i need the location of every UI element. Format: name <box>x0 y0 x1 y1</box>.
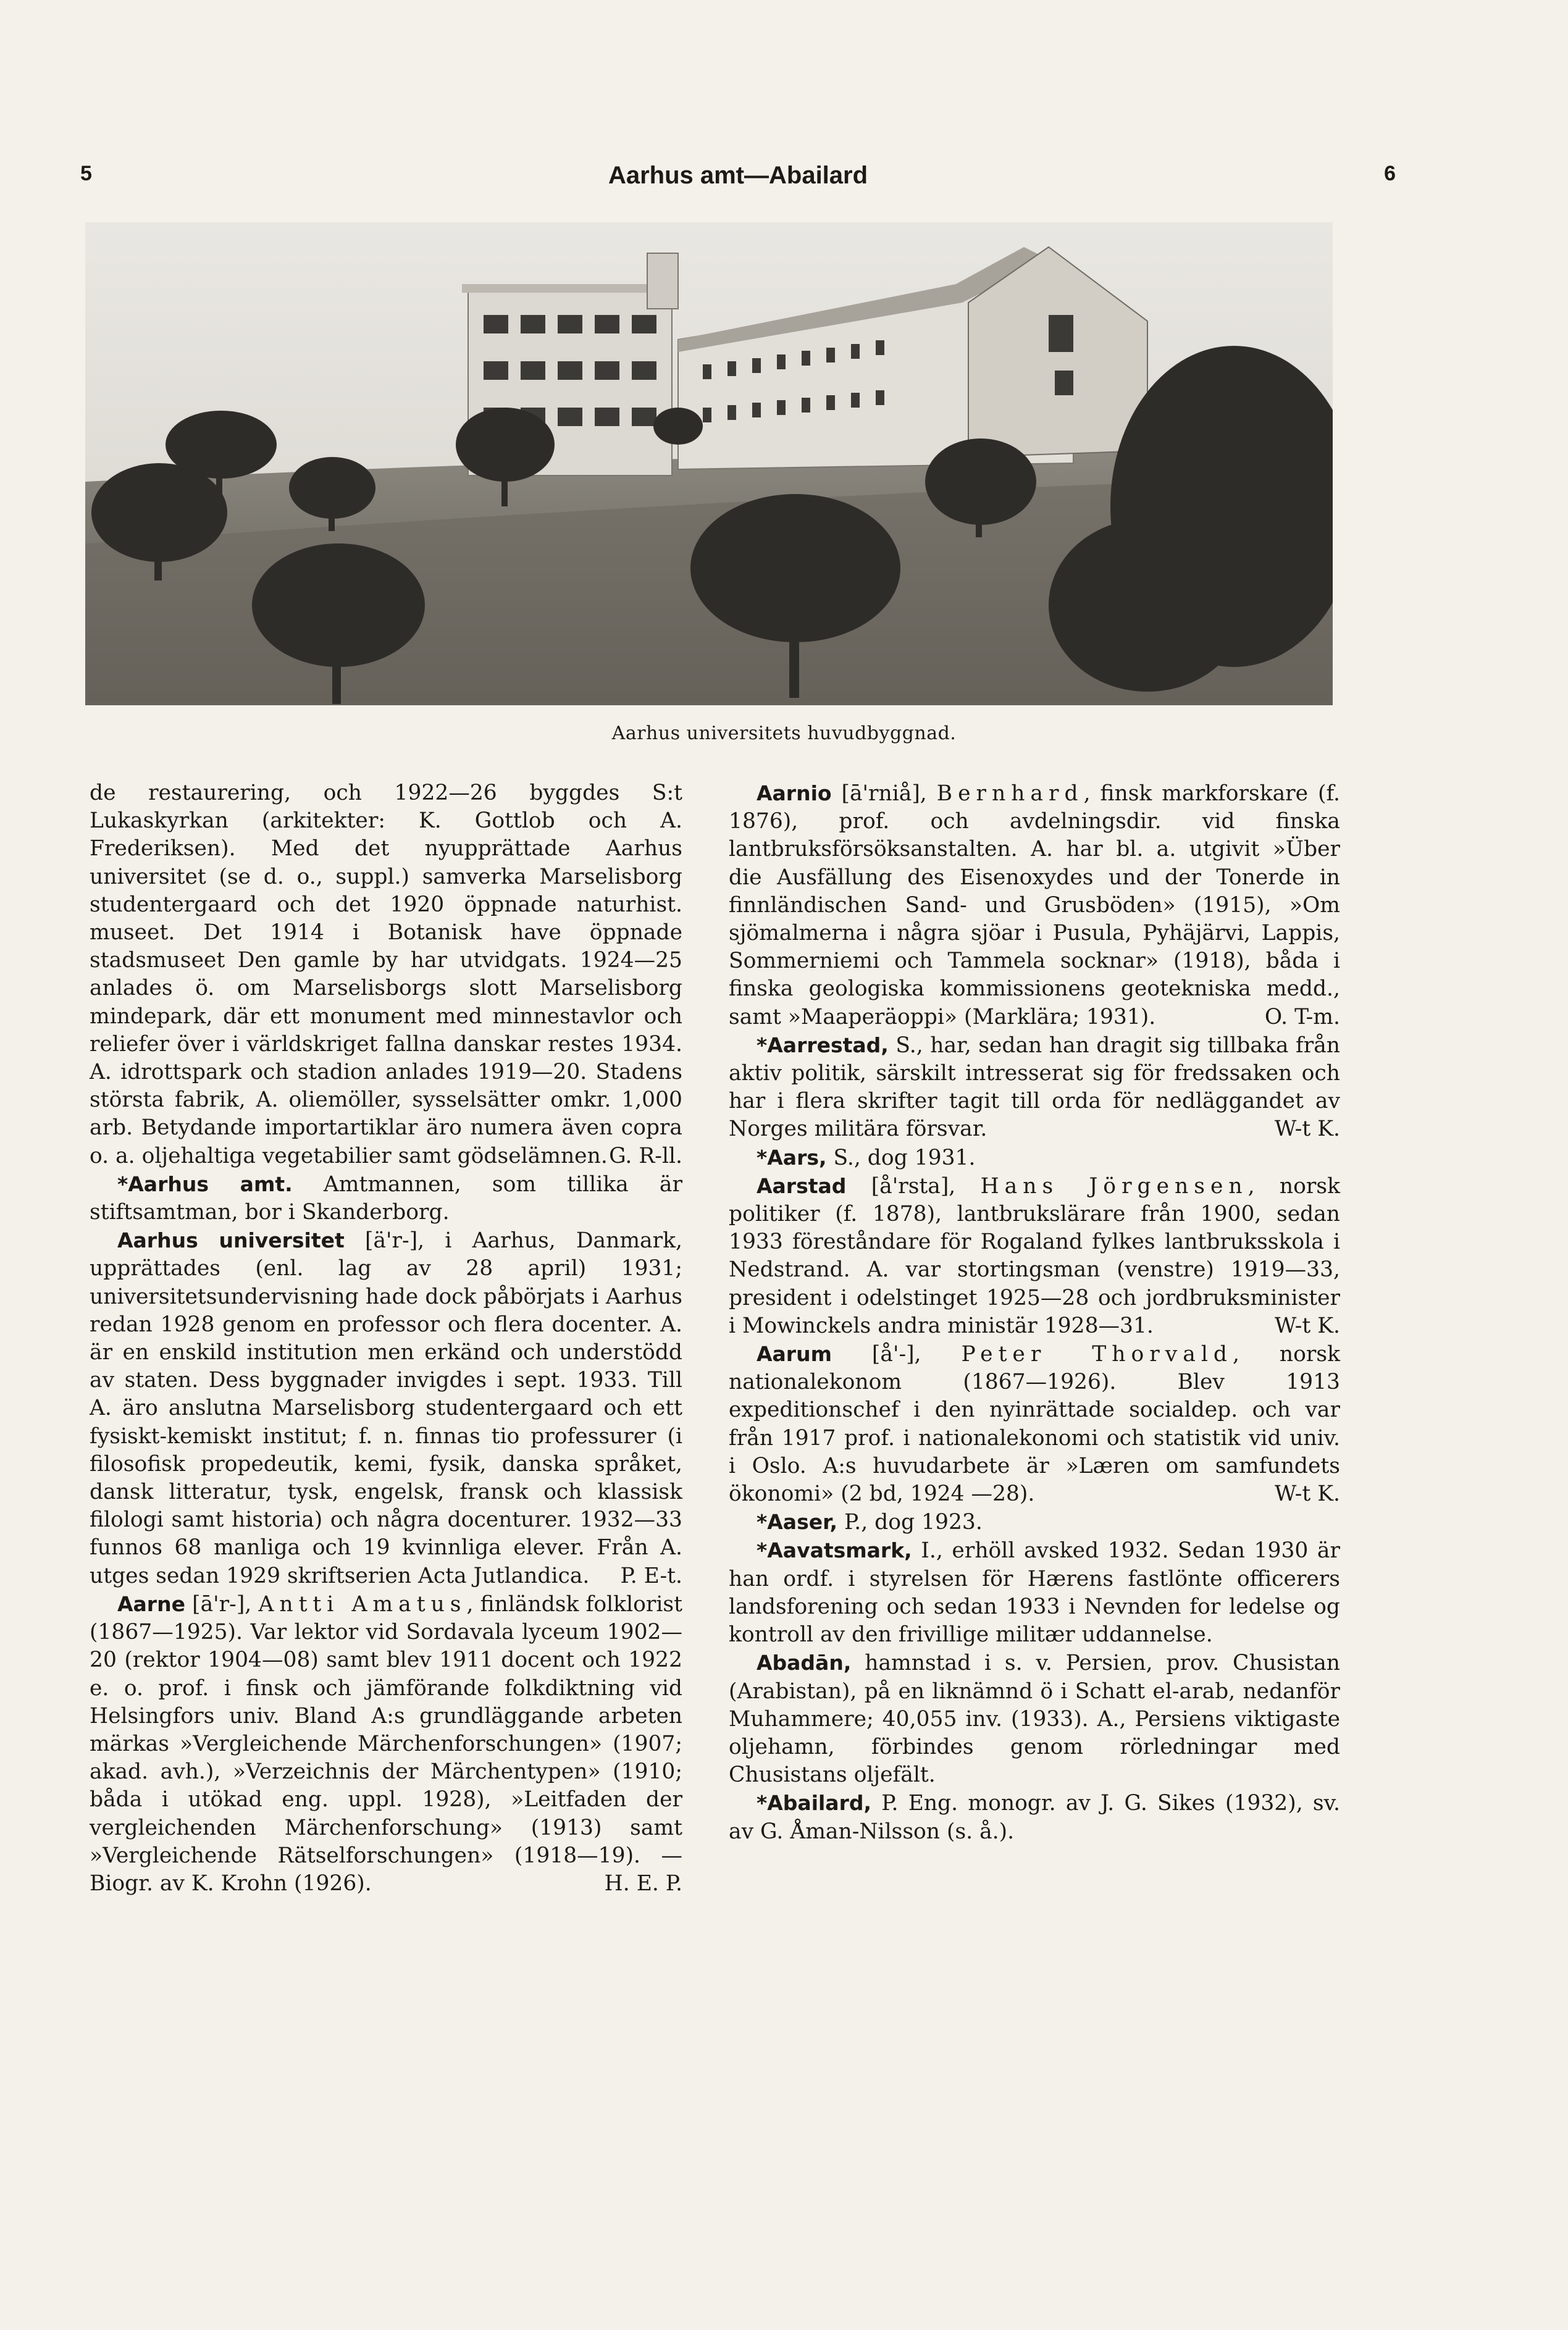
pronunciation: [ā'rniå], <box>831 781 937 806</box>
entry-aars <box>729 1144 1340 1172</box>
headword: Aarnio <box>757 781 832 805</box>
headword: *Aarrestad, <box>757 1033 889 1057</box>
entry-abailard <box>729 1789 1340 1845</box>
running-title: Aarhus amt—Abailard <box>608 162 868 189</box>
headword: Abadān, <box>757 1651 852 1675</box>
headword: Aarstad <box>757 1173 847 1198</box>
entry-aavatsmark <box>729 1536 1340 1649</box>
entry-text: P. Eng. monogr. av J. G. Sikes (1932), sv. av G. Åman-Nilsson (s. å.). <box>729 1791 1340 1844</box>
pronunciation: [ā'r-], <box>185 1591 259 1617</box>
entry-aarne <box>90 1590 682 1898</box>
signature: W-t K. <box>1274 1117 1340 1142</box>
entry-text: , finländsk folklorist (1867—1925). Var lektor vid Sordavala lyceum 1902—20 (rektor 1904—08) samt blev 1911 docent och 1922 e. o. prof. i finsk och jämförande folkdiktning vid Helsingfors univ. Bland A:s grundläggande arbeten märkas »Vergleichende Märchenforschungen» (1907; akad. avh.), »Verzeichnis der Märchentypen» (1910; båda i utökad eng. uppl. 1928), »Leitfaden der vergleichenden Märchenforschung» (1913) samt »Vergleichende Rätselforschungen» (1918—19). — Biogr. av K. Krohn (1926). <box>90 1591 682 1896</box>
entry-abadan <box>729 1649 1340 1789</box>
headword: Aarhus universitet <box>117 1228 345 1253</box>
pronunciation: [å'-], <box>831 1342 962 1367</box>
university-building-photo <box>85 222 1333 705</box>
right-column <box>729 779 1340 1846</box>
signature: O. T-m. <box>1264 1004 1340 1029</box>
headword: Aarum <box>757 1342 832 1367</box>
entry-aarhus-universitet <box>90 1226 682 1590</box>
page-number-right: 6 <box>1384 162 1396 185</box>
entry-aarstad <box>729 1172 1340 1340</box>
entry-text: S., dog 1931. <box>826 1145 976 1170</box>
signature: P. E-t. <box>620 1563 682 1588</box>
signature: W-t K. <box>1274 1481 1340 1507</box>
page-number-left: 5 <box>80 162 92 185</box>
signature: H. E. P. <box>604 1871 682 1896</box>
entry-aarum <box>729 1340 1340 1508</box>
entry-aarhus-continuation <box>90 779 682 1170</box>
headword: *Aarhus amt. <box>117 1171 293 1196</box>
entry-text: , norsk politiker (f. 1878), lantbrukslärare från 1900, sedan 1933 föreståndare för Rogaland fylkes lantbruksskola i Nedstrand. A. var stortingsman (venstre) 1919—33, president i odelstinget 1925—28 och jordbruksminister i Mowinckels andra ministär 1928—31. <box>729 1173 1340 1338</box>
entry-aaser <box>729 1508 1340 1536</box>
entry-text: Amtmannen, som tillika är stiftsamtman, bor i Skanderborg. <box>90 1171 682 1225</box>
entry-text: I., erhöll avsked 1932. Sedan 1930 är han ordf. i styrelsen för Hærens fastlönte officerers landsforening och sedan 1933 i Nevnden for ledelse og kontroll av den frivillige militær uddannelse. <box>729 1538 1340 1648</box>
entry-text: , finsk markforskare (f. 1876), prof. och avdelningsdir. vid finska lantbruksförsöksanstalten. A. har bl. a. utgivit »Über die Ausfällung des Eisenoxydes und der Tonerde in finnländischen Sand- und Grusböden» (1915), »Om sjömalmerna i några sjöar i Pusula, Pyhäjärvi, Lappis, Sommerniemi och Tammela socknar» (1918), båda i finska geologiska kommissionens geotekniska medd., samt »Maaperäoppi» (Marklära; 1931). <box>729 781 1340 1029</box>
headword: *Aaser, <box>757 1510 838 1535</box>
signature: W-t K. <box>1274 1313 1340 1338</box>
headword: *Aars, <box>757 1145 827 1170</box>
headword: *Aavatsmark, <box>757 1538 912 1563</box>
entry-aarhus-amt <box>90 1170 682 1226</box>
headword: Aarne <box>117 1591 185 1616</box>
photo-caption: Aarhus universitets huvudbyggnad. <box>611 723 957 744</box>
person-name: Hans Jörgensen <box>980 1173 1248 1199</box>
headword: *Abailard, <box>757 1791 872 1816</box>
entry-text: S., har, sedan han dragit sig tillbaka från aktiv politik, särskilt intresserat sig för fredssaken och har i flera skrifter tagit till orda för nedläggandet av Norges militära försvar. <box>729 1033 1340 1142</box>
signature: G. R-ll. <box>609 1143 682 1168</box>
running-header <box>80 162 1396 205</box>
entry-aarrestad <box>729 1031 1340 1144</box>
entry-text: , norsk nationalekonom (1867—1926). Blev 1913 expeditionschef i den nyinrättade socialdep. och var från 1917 prof. i nationalekonomi och statistik vid univ. i Oslo. A:s huvudarbete är »Læren om samfundets ökonomi» (2 bd, 1924 —28). <box>729 1342 1340 1507</box>
entry-aarnio <box>729 779 1340 1031</box>
person-name: Peter Thorvald <box>961 1342 1233 1367</box>
person-name: Antti Amatus <box>258 1591 467 1617</box>
pronunciation: [å'rsta], <box>846 1173 981 1199</box>
entry-text: [ä'r-], i Aarhus, Danmark, upprättades (enl. lag av 28 april) 1931; universitetsundervisning hade dock påbörjats i Aarhus redan 1928 genom en professor och flera docenter. A. är en enskild institution men erkänd och understödd av staten. Dess byggnader invigdes i sept. 1933. Till A. äro anslutna Marselisborg studentergaard och ett fysiskt-kemiskt institut; f. n. finnas tio professurer (i filosofisk propedeutik, kemi, fysik, danska språket, dansk litteratur, tysk, engelsk, fransk och klassisk filologi samt historia) och några docenturer. 1932—33 funnos 68 manliga och 19 kvinnliga elever. Från A. utges sedan 1929 skriftserien Acta Jutlandica. <box>90 1228 682 1588</box>
left-column <box>90 779 682 1898</box>
person-name: Bernhard <box>936 781 1084 806</box>
entry-text: P., dog 1923. <box>837 1510 983 1535</box>
entry-text: hamnstad i s. v. Persien, prov. Chusistan (Arabistan), på en liknämnd ö i Schatt el-arab, nedanför Muhammere; 40,055 inv. (1933). A., Persiens viktigaste oljehamn, förbindes genom rörledningar med Chusistans oljefält. <box>729 1651 1340 1788</box>
entry-text: de restaurering, och 1922—26 byggdes S:t Lukaskyrkan (arkitekter: K. Gottlob och A. Frederiksen). Med det nyupprättade Aarhus universitet (se d. o., suppl.) samverka Marselisborg studentergaard och det 1920 öppnade naturhist. museet. Det 1914 i Botanisk have öppnade stadsmuseet Den gamle by har utvidgats. 1924—25 anlades ö. om Marselisborgs slott Marselisborg mindepark, där ett monument med minnestavlor och reliefer över i världskriget fallna danskar restes 1934. A. idrottspark och stadion anlades 1919—20. Stadens största fabrik, A. oliemöller, sysselsätter omkr. 1,000 arb. Betydande importartiklar äro numera även copra o. a. oljehaltiga vegetabilier samt gödselämnen. <box>90 781 682 1168</box>
